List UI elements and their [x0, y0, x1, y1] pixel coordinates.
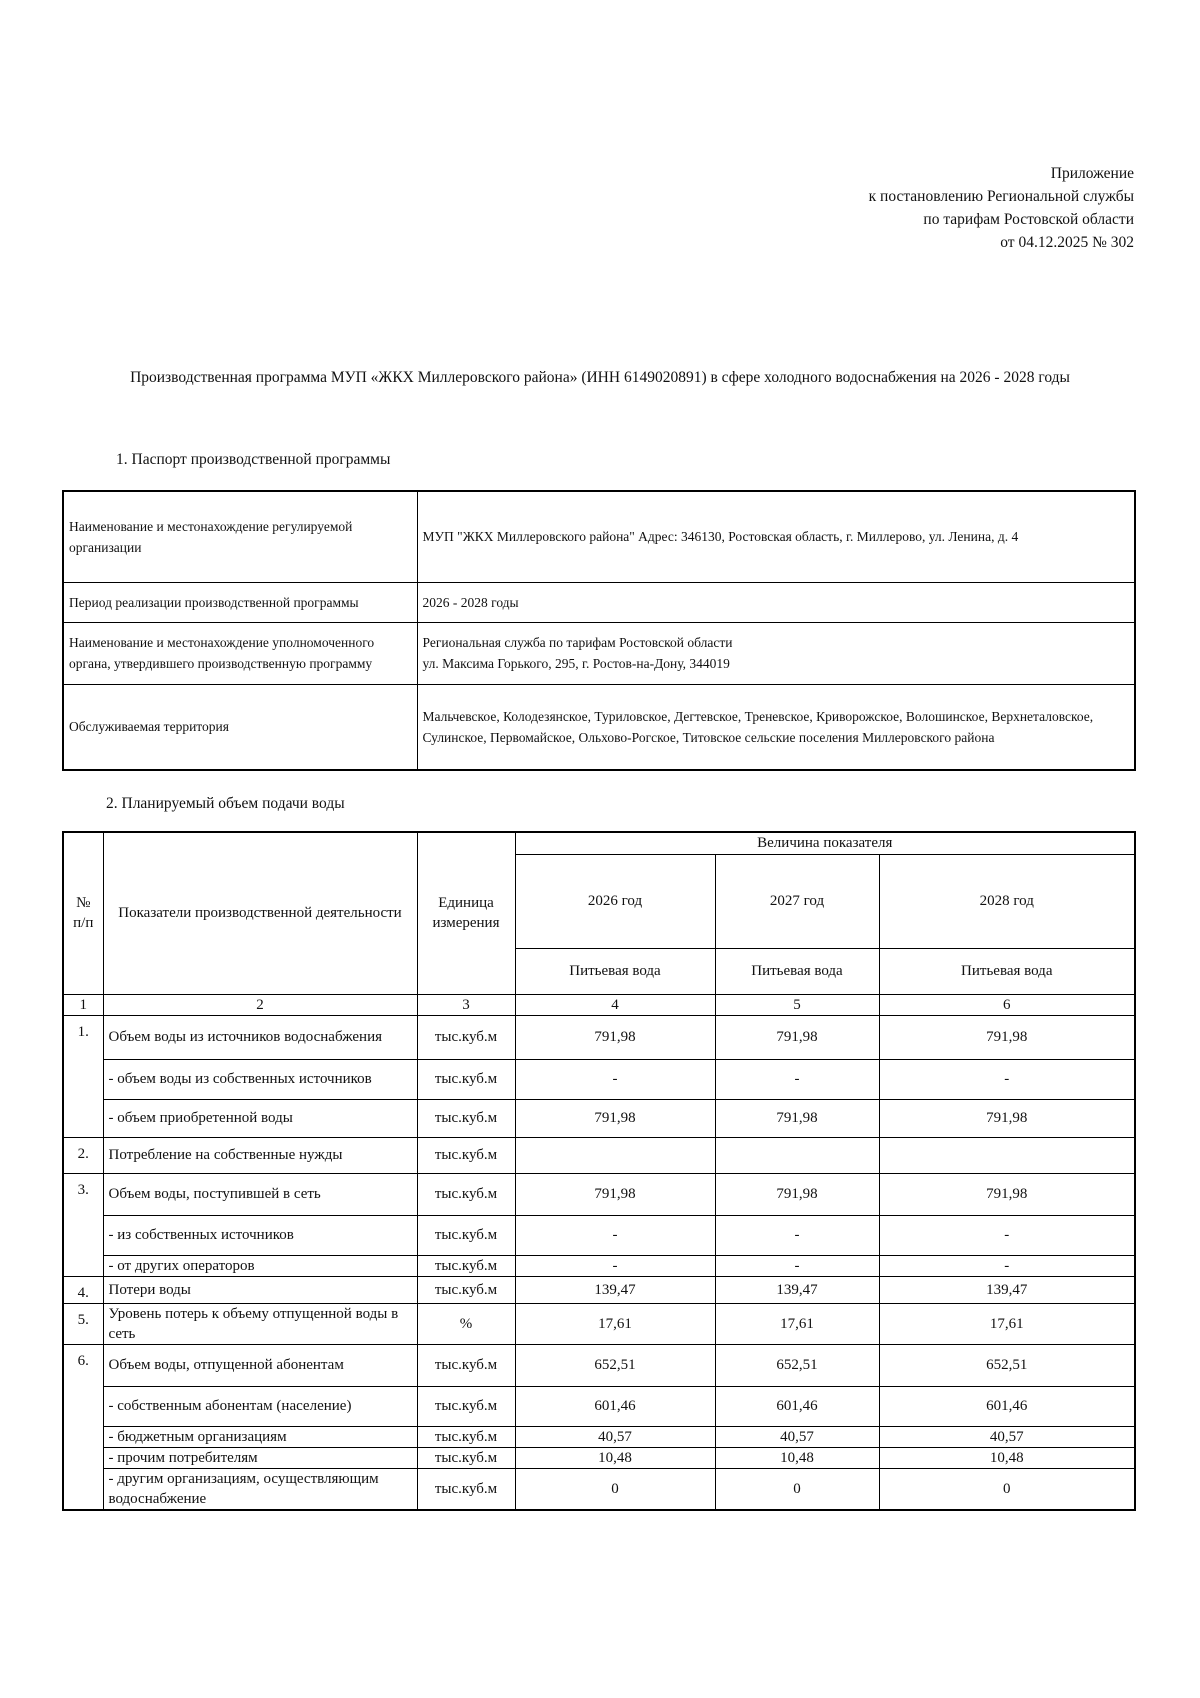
value-cell: 652,51 [879, 1344, 1135, 1386]
passport-row [63, 684, 1135, 770]
header-row [63, 832, 1135, 854]
water-volume-table [62, 831, 1136, 1511]
indicator-name: Объем воды, отпущенной абонентам [103, 1344, 417, 1386]
column-number: 1 [63, 994, 103, 1015]
value-cell: 791,98 [879, 1173, 1135, 1215]
unit-cell: тыс.куб.м [417, 1173, 515, 1215]
passport-value: МУП "ЖКХ Миллеровского района" Адрес: 346130, Ростовская область, г. Миллерово, ул. Ленина, д. 4 [417, 491, 1135, 582]
column-number: 3 [417, 994, 515, 1015]
indicator-name: - от других операторов [103, 1255, 417, 1276]
value-cell: 40,57 [715, 1426, 879, 1447]
passport-row [63, 582, 1135, 622]
passport-row [63, 491, 1135, 582]
row-number [63, 1099, 103, 1137]
passport-value: Мальчевское, Колодезянское, Туриловское, Дегтевское, Треневское, Криворожское, Волошинское, Верхнеталовское, Сулинское, Первомайское, Ольхово-Рогское, Титовское сельские поселения Миллеровского района [417, 684, 1135, 770]
table-row [63, 1386, 1135, 1426]
table-row [63, 1059, 1135, 1099]
table-row [63, 1344, 1135, 1386]
row-number [63, 1255, 103, 1276]
header-unit: Единица измерения [417, 832, 515, 994]
value-cell: 652,51 [515, 1344, 715, 1386]
row-number: 4. [63, 1276, 103, 1303]
row-number: 6. [63, 1344, 103, 1386]
value-cell: 10,48 [879, 1447, 1135, 1468]
value-cell: 791,98 [715, 1173, 879, 1215]
indicator-name: - из собственных источников [103, 1215, 417, 1255]
value-cell: 601,46 [515, 1386, 715, 1426]
unit-cell: тыс.куб.м [417, 1099, 515, 1137]
indicator-name: Объем воды из источников водоснабжения [103, 1015, 417, 1059]
passport-label: Обслуживаемая территория [63, 684, 417, 770]
row-number: 5. [63, 1303, 103, 1344]
value-cell: - [715, 1059, 879, 1099]
value-cell: 791,98 [515, 1099, 715, 1137]
table-row [63, 1426, 1135, 1447]
unit-cell: тыс.куб.м [417, 1447, 515, 1468]
appendix-line: по тарифам Ростовской области [923, 211, 1134, 228]
table-row [63, 1015, 1135, 1059]
appendix-line: от 04.12.2025 № 302 [1000, 234, 1134, 251]
unit-cell: тыс.куб.м [417, 1255, 515, 1276]
table-row [63, 1099, 1135, 1137]
value-cell: 791,98 [515, 1015, 715, 1059]
indicator-name: Потребление на собственные нужды [103, 1137, 417, 1173]
passport-value-line: ул. Максима Горького, 295, г. Ростов-на-Дону, 344019 [422, 656, 730, 671]
row-number [63, 1215, 103, 1255]
table-row [63, 1447, 1135, 1468]
value-cell: 0 [879, 1468, 1135, 1510]
value-cell: 139,47 [515, 1276, 715, 1303]
value-cell [515, 1137, 715, 1173]
header-value-group: Величина показателя [515, 832, 1135, 854]
column-number-row [63, 994, 1135, 1015]
table-row [63, 1303, 1135, 1344]
value-cell: - [715, 1255, 879, 1276]
value-cell: - [515, 1059, 715, 1099]
passport-value-line: Региональная служба по тарифам Ростовской области [422, 635, 733, 650]
value-cell: 601,46 [715, 1386, 879, 1426]
header-water-type: Питьевая вода [715, 948, 879, 994]
value-cell: 17,61 [715, 1303, 879, 1344]
passport-label: Наименование и местонахождение регулируемой организации [63, 491, 417, 582]
value-cell: 0 [715, 1468, 879, 1510]
value-cell: 791,98 [879, 1099, 1135, 1137]
unit-cell: % [417, 1303, 515, 1344]
row-number [63, 1386, 103, 1426]
unit-cell: тыс.куб.м [417, 1468, 515, 1510]
table-row [63, 1468, 1135, 1510]
table-body [63, 1015, 1135, 1510]
header-year: 2026 год [515, 854, 715, 948]
passport-value [417, 622, 1135, 684]
row-number [63, 1447, 103, 1468]
value-cell: 40,57 [879, 1426, 1135, 1447]
row-number [63, 1059, 103, 1099]
header-water-type: Питьевая вода [879, 948, 1135, 994]
appendix-line: Приложение [1050, 165, 1134, 182]
document-title: Производственная программа МУП «ЖКХ Миллеровского района» (ИНН 6149020891) в сфере холодного водоснабжения на 2026 - 2028 годы [130, 369, 1070, 386]
indicator-name: - собственным абонентам (население) [103, 1386, 417, 1426]
table-row [63, 1255, 1135, 1276]
value-cell: 17,61 [879, 1303, 1135, 1344]
indicator-name: - прочим потребителям [103, 1447, 417, 1468]
value-cell: 139,47 [879, 1276, 1135, 1303]
unit-cell: тыс.куб.м [417, 1276, 515, 1303]
passport-row [63, 622, 1135, 684]
unit-cell: тыс.куб.м [417, 1426, 515, 1447]
header-year: 2028 год [879, 854, 1135, 948]
value-cell: 791,98 [715, 1099, 879, 1137]
indicator-name: - объем воды из собственных источников [103, 1059, 417, 1099]
passport-table [62, 490, 1136, 771]
row-number: 3. [63, 1173, 103, 1215]
indicator-name: - объем приобретенной воды [103, 1099, 417, 1137]
value-cell [879, 1137, 1135, 1173]
value-cell: - [879, 1255, 1135, 1276]
value-cell: 0 [515, 1468, 715, 1510]
unit-cell: тыс.куб.м [417, 1386, 515, 1426]
section-heading-volume: 2. Планируемый объем подачи воды [106, 795, 345, 812]
indicator-name: - другим организациям, осуществляющим водоснабжение [103, 1468, 417, 1510]
value-cell [715, 1137, 879, 1173]
value-cell: 10,48 [515, 1447, 715, 1468]
row-number [63, 1468, 103, 1510]
column-number: 4 [515, 994, 715, 1015]
header-num: № п/п [63, 832, 103, 994]
value-cell: - [879, 1059, 1135, 1099]
header-water-type: Питьевая вода [515, 948, 715, 994]
unit-cell: тыс.куб.м [417, 1344, 515, 1386]
passport-value: 2026 - 2028 годы [417, 582, 1135, 622]
value-cell: - [515, 1215, 715, 1255]
header-indicator: Показатели производственной деятельности [103, 832, 417, 994]
passport-label: Наименование и местонахождение уполномоченного органа, утвердившего производственную программу [63, 622, 417, 684]
appendix-note [869, 162, 1134, 254]
table-row [63, 1215, 1135, 1255]
table-row [63, 1137, 1135, 1173]
table-row [63, 1173, 1135, 1215]
value-cell: 10,48 [715, 1447, 879, 1468]
value-cell: 40,57 [515, 1426, 715, 1447]
column-number: 5 [715, 994, 879, 1015]
unit-cell: тыс.куб.м [417, 1015, 515, 1059]
unit-cell: тыс.куб.м [417, 1137, 515, 1173]
indicator-name: Потери воды [103, 1276, 417, 1303]
value-cell: - [715, 1215, 879, 1255]
row-number [63, 1426, 103, 1447]
row-number: 2. [63, 1137, 103, 1173]
table-row [63, 1276, 1135, 1303]
value-cell: - [515, 1255, 715, 1276]
indicator-name: Объем воды, поступившей в сеть [103, 1173, 417, 1215]
value-cell: 791,98 [879, 1015, 1135, 1059]
value-cell: 17,61 [515, 1303, 715, 1344]
unit-cell: тыс.куб.м [417, 1059, 515, 1099]
value-cell: 139,47 [715, 1276, 879, 1303]
value-cell: 652,51 [715, 1344, 879, 1386]
indicator-name: Уровень потерь к объему отпущенной воды в сеть [103, 1303, 417, 1344]
value-cell: 791,98 [515, 1173, 715, 1215]
appendix-line: к постановлению Региональной службы [868, 188, 1134, 205]
passport-label: Период реализации производственной программы [63, 582, 417, 622]
column-number: 2 [103, 994, 417, 1015]
row-number: 1. [63, 1015, 103, 1059]
value-cell: - [879, 1215, 1135, 1255]
value-cell: 601,46 [879, 1386, 1135, 1426]
indicator-name: - бюджетным организациям [103, 1426, 417, 1447]
column-number: 6 [879, 994, 1135, 1015]
value-cell: 791,98 [715, 1015, 879, 1059]
unit-cell: тыс.куб.м [417, 1215, 515, 1255]
header-year: 2027 год [715, 854, 879, 948]
section-heading-passport: 1. Паспорт производственной программы [116, 451, 391, 468]
